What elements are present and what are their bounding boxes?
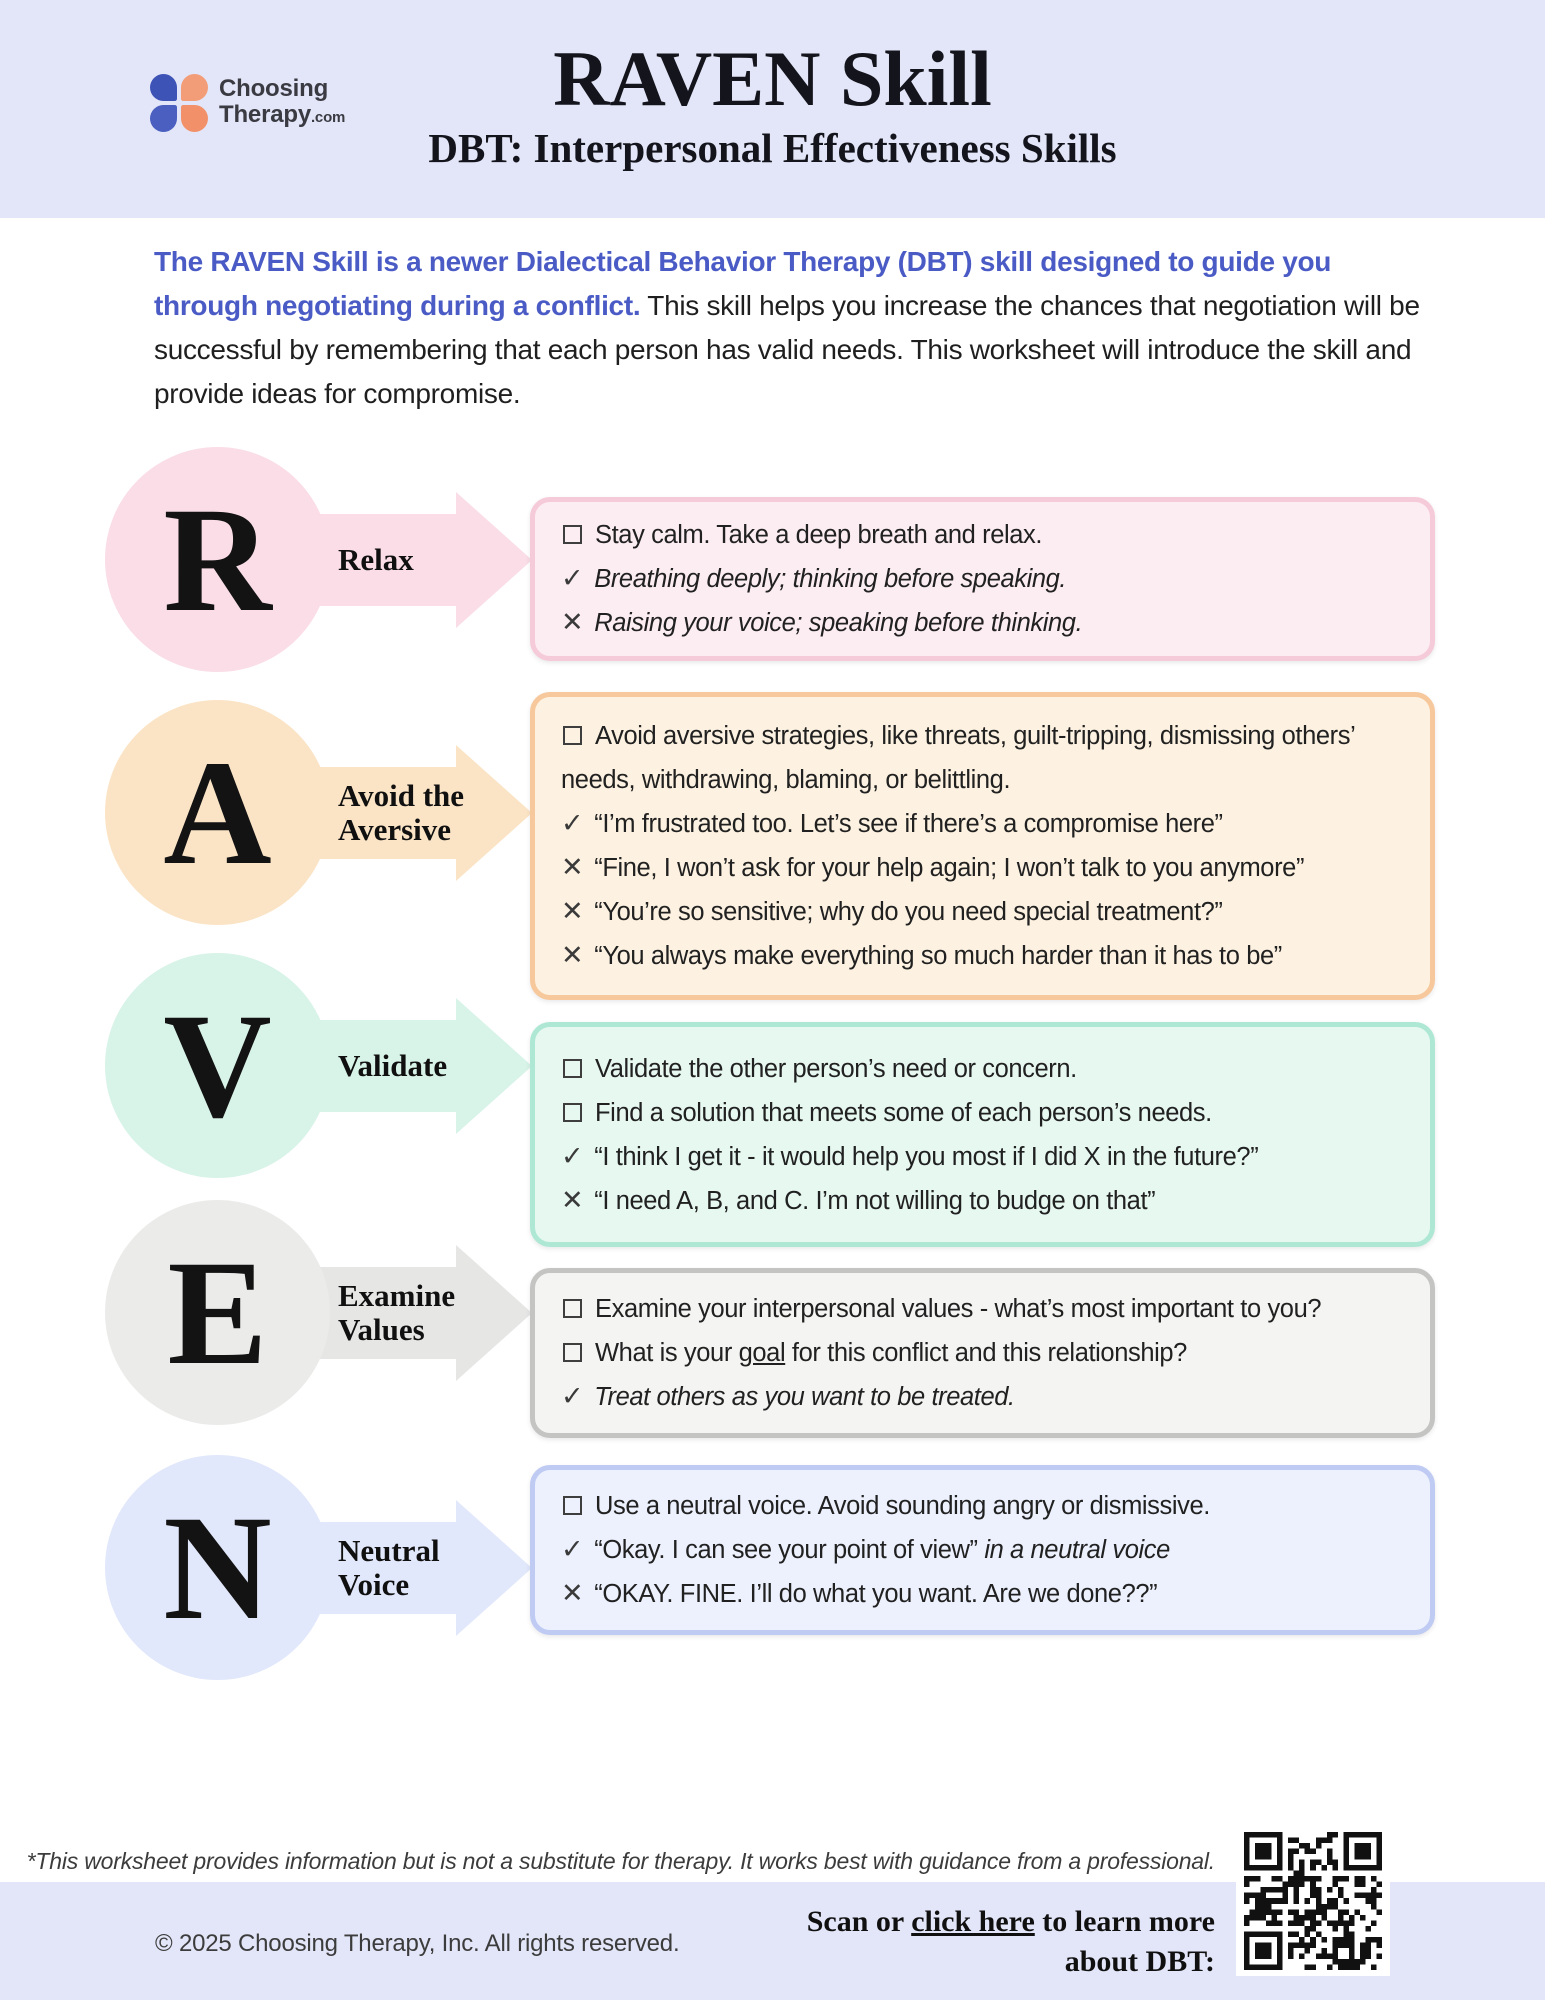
letter-v: V xyxy=(163,982,272,1149)
arrow-label-line: Examine xyxy=(338,1277,456,1313)
checklist-item xyxy=(561,714,1408,802)
letter-circle-r xyxy=(105,447,330,672)
page-title: RAVEN Skill xyxy=(553,35,992,122)
content-box-v xyxy=(530,1022,1435,1247)
checklist-item xyxy=(561,1287,1408,1331)
content-box-a xyxy=(530,692,1435,1000)
item-text: “Okay. I can see your point of view” xyxy=(594,1536,985,1564)
checkbox-icon[interactable] xyxy=(563,726,582,745)
item-text: Validate the other person’s need or concern. xyxy=(595,1054,1077,1083)
checklist-item xyxy=(561,513,1408,557)
x-mark-icon: ✕ xyxy=(561,1184,584,1216)
arrow-label-v xyxy=(338,1049,553,1083)
checkbox-icon[interactable] xyxy=(563,1343,582,1362)
x-mark-icon: ✕ xyxy=(561,1578,584,1609)
click-here-link[interactable]: click here xyxy=(911,1905,1035,1938)
arrow-label-line: Voice xyxy=(338,1566,410,1602)
qr-code xyxy=(1236,1826,1390,1976)
copyright-text: © 2025 Choosing Therapy, Inc. All rights reserved. xyxy=(155,1930,680,1957)
logo-com-suffix: .com xyxy=(310,108,346,126)
checklist-item xyxy=(561,1572,1408,1616)
page-subtitle: DBT: Interpersonal Effectiveness Skills xyxy=(428,125,1117,171)
arrow-label-line: Relax xyxy=(338,541,414,577)
letter-circle-n xyxy=(105,1455,330,1680)
checklist-item xyxy=(561,1484,1408,1528)
item-text: Raising your voice; speaking before thinking. xyxy=(594,609,1083,637)
x-mark-icon: ✕ xyxy=(561,940,584,971)
checklist-item xyxy=(561,1047,1408,1091)
item-text: Find a solution that meets some of each person’s needs. xyxy=(595,1098,1212,1127)
content-box-r xyxy=(530,497,1435,661)
content-box-n xyxy=(530,1465,1435,1635)
x-mark-icon: ✕ xyxy=(561,896,584,927)
arrow-label-line: Validate xyxy=(338,1047,448,1083)
letter-circle-e xyxy=(105,1200,330,1425)
checkmark-icon: ✓ xyxy=(561,808,584,839)
checkbox-icon[interactable] xyxy=(563,525,582,544)
checklist-item xyxy=(561,1331,1408,1375)
checklist-item xyxy=(561,846,1408,890)
intro-highlight: The RAVEN Skill is a newer Dialectical Behavior Therapy (DBT) skill designed to guide you through negotiating during a conflict. xyxy=(154,246,1332,321)
checkbox-icon[interactable] xyxy=(563,1103,582,1122)
item-text: Breathing deeply; thinking before speaking. xyxy=(594,565,1067,593)
arrow-label-line: Aversive xyxy=(338,811,452,847)
checklist-item xyxy=(561,1528,1408,1572)
item-text: Stay calm. Take a deep breath and relax. xyxy=(595,521,1043,549)
checklist-item xyxy=(561,890,1408,934)
item-text: “I’m frustrated too. Let’s see if there’s a compromise here” xyxy=(594,810,1223,838)
checklist-item xyxy=(561,1135,1408,1179)
x-mark-icon: ✕ xyxy=(561,607,584,638)
checklist-item xyxy=(561,934,1408,978)
scan-prefix: Scan or xyxy=(806,1905,912,1938)
header-band xyxy=(0,0,1545,218)
checklist-item xyxy=(561,802,1408,846)
item-text: “You’re so sensitive; why do you need special treatment?” xyxy=(594,898,1223,926)
checkmark-icon: ✓ xyxy=(561,1534,584,1565)
letter-e: E xyxy=(167,1229,268,1396)
checkbox-icon[interactable] xyxy=(563,1496,582,1515)
disclaimer-text: *This worksheet provides information but is not a substitute for therapy. It works best with guidance from a professional. xyxy=(26,1848,1215,1874)
item-text: Examine your interpersonal values - what’s most important to you? xyxy=(595,1295,1322,1323)
intro-rest: This skill helps you increase the chances that negotiation will be successful by remembering that each person has valid needs. This worksheet will introduce the skill and provide ideas for compromise. xyxy=(154,290,1420,409)
checklist-item xyxy=(561,1091,1408,1135)
qr-code-pattern xyxy=(1244,1832,1382,1970)
letter-a: A xyxy=(163,729,272,896)
item-text: What is your xyxy=(595,1339,739,1367)
checklist-item xyxy=(561,601,1408,645)
letter-circle-a xyxy=(105,700,330,925)
letter-n: N xyxy=(163,1484,272,1651)
item-text: “You always make everything so much harder than it has to be” xyxy=(594,942,1282,970)
scan-suffix: to learn more xyxy=(1034,1905,1215,1938)
item-text: “OKAY. FINE. I’ll do what you want. Are we done??” xyxy=(594,1580,1158,1608)
item-text: “I think I get it - it would help you most if I did X in the future?” xyxy=(594,1142,1259,1171)
letter-circle-v xyxy=(105,953,330,1178)
item-text: “I need A, B, and C. I’m not willing to budge on that” xyxy=(594,1186,1156,1215)
arrow-label-n xyxy=(338,1534,553,1602)
item-text: “Fine, I won’t ask for your help again; I won’t talk to you anymore” xyxy=(594,854,1305,882)
checkbox-icon[interactable] xyxy=(563,1299,582,1318)
scan-cta xyxy=(807,1902,1215,1982)
item-text: Use a neutral voice. Avoid sounding angry or dismissive. xyxy=(595,1492,1210,1520)
item-text: Avoid aversive strategies, like threats, guilt-tripping, dismissing others’ needs, withdrawing, blaming, or belittling. xyxy=(561,722,1355,794)
item-text: for this conflict and this relationship? xyxy=(785,1339,1187,1367)
checkmark-icon: ✓ xyxy=(561,1381,584,1412)
checklist-item xyxy=(561,557,1408,601)
checkbox-icon[interactable] xyxy=(563,1059,582,1078)
letter-r: R xyxy=(163,476,272,643)
checklist-item xyxy=(561,1179,1408,1223)
intro-paragraph xyxy=(154,240,1424,416)
arrow-label-line: Neutral xyxy=(338,1532,440,1568)
content-box-e xyxy=(530,1268,1435,1438)
item-text: in a neutral voice xyxy=(984,1536,1170,1564)
checkmark-icon: ✓ xyxy=(561,1140,584,1172)
arrow-label-r xyxy=(338,543,553,577)
arrow-label-e xyxy=(338,1279,553,1347)
arrow-label-line: Avoid the xyxy=(338,777,465,813)
logo-line2: Therapy xyxy=(219,100,311,128)
item-text: goal xyxy=(738,1339,786,1367)
arrow-label-line: Values xyxy=(338,1311,425,1347)
x-mark-icon: ✕ xyxy=(561,852,584,883)
checklist-item xyxy=(561,1375,1408,1419)
item-text: Treat others as you want to be treated. xyxy=(594,1383,1015,1411)
checkmark-icon: ✓ xyxy=(561,563,584,594)
logo-line1: Choosing xyxy=(219,74,329,102)
scan-line2: about DBT: xyxy=(1064,1945,1215,1978)
arrow-label-a xyxy=(338,779,553,847)
